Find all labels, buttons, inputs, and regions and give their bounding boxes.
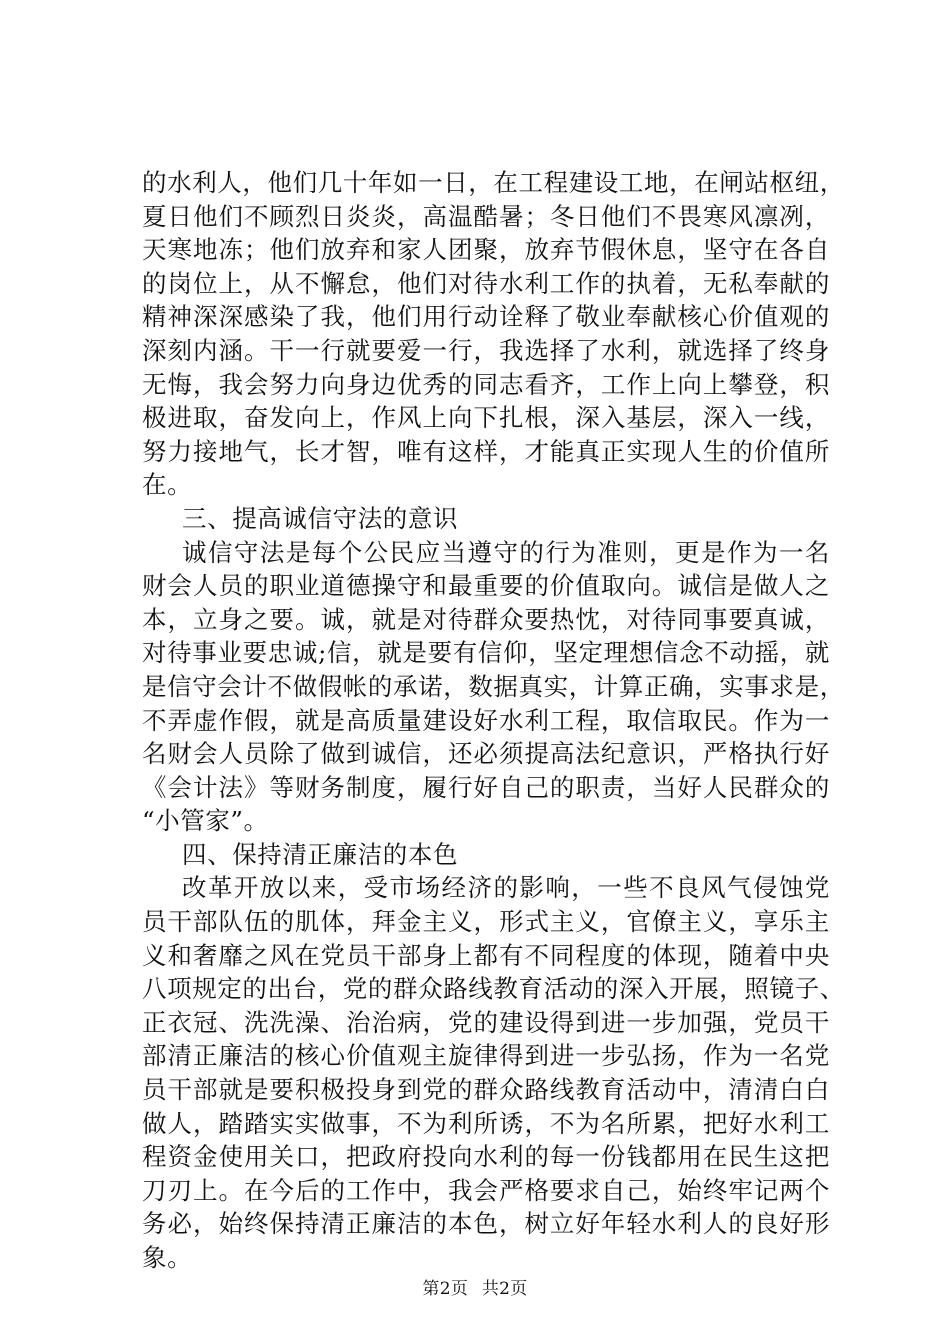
- text-line: 在。: [142, 470, 193, 500]
- text-line: 程资金使用关口，把政府投向水利的每一份钱都用在民生这把: [142, 1142, 830, 1172]
- page-number-current: 第2页: [422, 1279, 469, 1299]
- text-line: 员干部队伍的肌体，拜金主义，形式主义，官僚主义，享乐主: [142, 907, 830, 937]
- body-text: [142, 166, 845, 1275]
- text-line: 的岗位上，从不懈怠，他们对待水利工作的执着，无私奉献的: [142, 268, 830, 298]
- section-heading: 四、保持清正廉洁的本色: [182, 839, 459, 869]
- text-line: 本，立身之要。诚，就是对待群众要热忱，对待同事要真诚，: [142, 604, 830, 634]
- text-line: 对待事业要忠诚;信，就是要有信仰，坚定理想信念不动摇，就: [142, 638, 830, 668]
- paragraph-first-line: 诚信守法是每个公民应当遵守的行为准则，更是作为一名: [182, 537, 830, 567]
- text-line: 义和奢靡之风在党员干部身上都有不同程度的体现，随着中央: [142, 940, 830, 970]
- page-number-total: 共2页: [481, 1279, 528, 1299]
- text-line: 努力接地气，长才智，唯有这样，才能真正实现人生的价值所: [142, 436, 830, 466]
- text-line: 极进取，奋发向上，作风上向下扎根，深入基层，深入一线，: [142, 403, 830, 433]
- text-line: 深刻内涵。干一行就要爱一行，我选择了水利，就选择了终身: [142, 335, 830, 365]
- paragraph-first-line: 改革开放以来，受市场经济的影响，一些不良风气侵蚀党: [182, 873, 830, 903]
- text-line: 务必，始终保持清正廉洁的本色，树立好年轻水利人的良好形: [142, 1209, 830, 1239]
- text-line: 象。: [142, 1243, 193, 1272]
- text-line: 夏日他们不顾烈日炎炎，高温酷暑；冬日他们不畏寒风凛冽，: [142, 201, 830, 231]
- text-line: 员干部就是要积极投身到党的群众路线教育活动中，清清白白: [142, 1075, 830, 1105]
- text-line: 做人，踏踏实实做事，不为利所诱，不为名所累，把好水利工: [142, 1108, 830, 1138]
- text-line: 是信守会计不做假帐的承诺，数据真实，计算正确，实事求是，: [142, 671, 845, 701]
- text-line: 财会人员的职业道德操守和最重要的价值取向。诚信是做人之: [142, 571, 830, 601]
- text-line: 精神深深感染了我，他们用行动诠释了敬业奉献核心价值观的: [142, 302, 830, 332]
- text-line: 无悔，我会努力向身边优秀的同志看齐，工作上向上攀登，积: [142, 369, 830, 399]
- text-line: 《会计法》等财务制度，履行好自己的职责，当好人民群众的: [142, 772, 830, 802]
- section-heading: 三、提高诚信守法的意识: [182, 503, 459, 533]
- text-line: 名财会人员除了做到诚信，还必须提高法纪意识，严格执行好: [142, 739, 830, 769]
- text-line: “小管家”。: [142, 806, 269, 836]
- text-line: 不弄虚作假，就是高质量建设好水利工程，取信取民。作为一: [142, 705, 830, 735]
- text-line: 天寒地冻；他们放弃和家人团聚，放弃节假休息，坚守在各自: [142, 235, 830, 265]
- text-line: 刀刃上。在今后的工作中，我会严格要求自己，始终牢记两个: [142, 1175, 830, 1205]
- text-line: 正衣冠、洗洗澡、治治病，党的建设得到进一步加强，党员干: [142, 1007, 830, 1037]
- text-line: 部清正廉洁的核心价值观主旋律得到进一步弘扬，作为一名党: [142, 1041, 830, 1071]
- page-footer: [0, 1278, 950, 1300]
- text-line: 的水利人，他们几十年如一日，在工程建设工地，在闸站枢纽，: [142, 168, 845, 197]
- text-line: 八项规定的出台，党的群众路线教育活动的深入开展，照镜子、: [142, 974, 845, 1004]
